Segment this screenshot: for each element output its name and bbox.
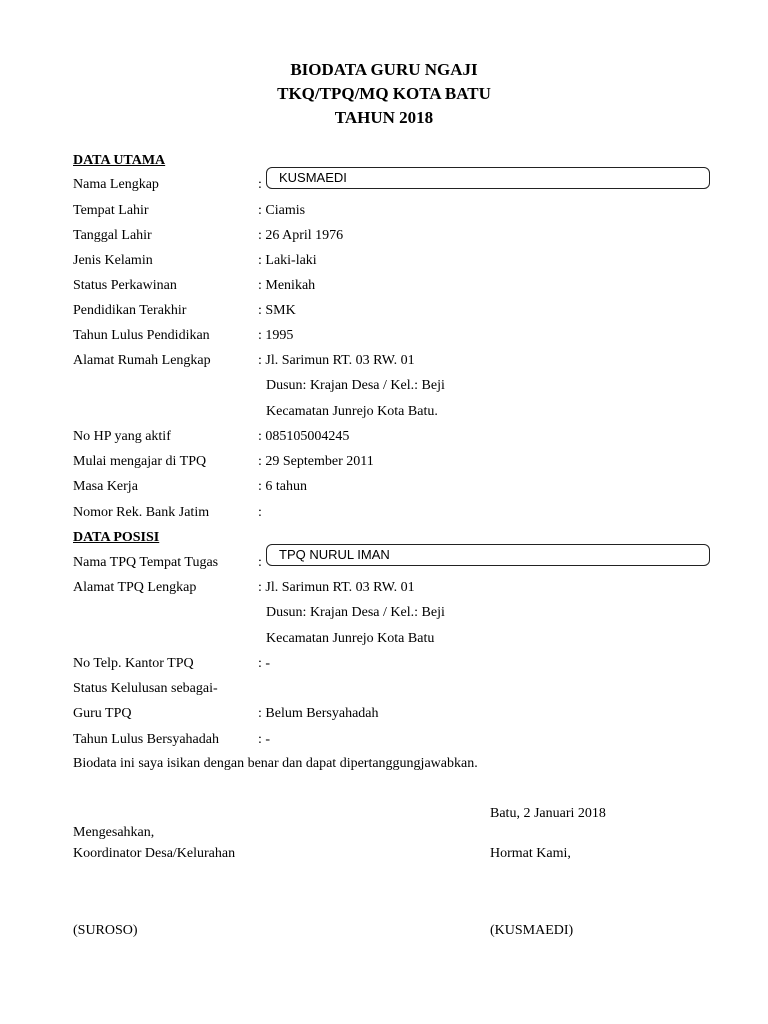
value-alamat-rumah: : Jl. Sarimun RT. 03 RW. 01	[258, 353, 415, 368]
doc-year: TAHUN 2018	[334, 108, 434, 127]
value-nama-tpq: :	[258, 555, 262, 570]
tpq-box: TPQ NURUL IMAN	[266, 544, 710, 566]
value-tempat-lahir: : Ciamis	[258, 203, 306, 218]
label-nama-tpq: Nama TPQ Tempat Tugas	[73, 555, 219, 570]
label-status-perkawinan: Status Perkawinan	[73, 278, 177, 293]
label-alamat-rumah: Alamat Rumah Lengkap	[73, 353, 211, 368]
value-no-telp: : -	[258, 656, 271, 671]
signer-right-name: (KUSMAEDI)	[490, 923, 574, 938]
label-no-hp: No HP yang aktif	[73, 429, 171, 444]
label-jenis-kelamin: Jenis Kelamin	[73, 253, 153, 268]
label-pendidikan-terakhir: Pendidikan Terakhir	[73, 303, 187, 318]
value-alamat-tpq: : Jl. Sarimun RT. 03 RW. 01	[258, 580, 415, 595]
label-alamat-tpq: Alamat TPQ Lengkap	[73, 580, 197, 595]
label-nomor-rek: Nomor Rek. Bank Jatim	[73, 505, 210, 520]
value-guru-tpq: : Belum Bersyahadah	[258, 706, 379, 721]
value-tanggal-lahir: : 26 April 1976	[258, 228, 344, 243]
value-mulai-mengajar: : 29 September 2011	[258, 454, 374, 469]
label-masa-kerja: Masa Kerja	[73, 479, 138, 494]
name-box: KUSMAEDI	[266, 167, 710, 189]
value-no-hp: : 085105004245	[258, 429, 350, 444]
value-tahun-lulus-bersyahadah: : -	[258, 732, 271, 747]
closing-label: Hormat Kami,	[490, 846, 571, 861]
doc-subtitle: TKQ/TPQ/MQ KOTA BATU	[277, 84, 491, 103]
label-nama-lengkap: Nama Lengkap	[73, 177, 159, 192]
alamat-rumah-line3: Kecamatan Junrejo Kota Batu.	[266, 404, 438, 419]
value-status-perkawinan: : Menikah	[258, 278, 316, 293]
value-masa-kerja: : 6 tahun	[258, 479, 307, 494]
label-guru-tpq: Guru TPQ	[73, 706, 132, 721]
label-no-telp: No Telp. Kantor TPQ	[73, 656, 194, 671]
alamat-tpq-line3: Kecamatan Junrejo Kota Batu	[266, 631, 435, 646]
place-date: Batu, 2 Januari 2018	[490, 806, 606, 821]
value-nomor-rek: :	[258, 505, 262, 520]
coordinator-label: Koordinator Desa/Kelurahan	[73, 846, 236, 861]
approval-label: Mengesahkan,	[73, 825, 155, 840]
label-tahun-lulus-bersyahadah: Tahun Lulus Bersyahadah	[73, 732, 219, 747]
alamat-tpq-line2: Dusun: Krajan Desa / Kel.: Beji	[266, 605, 445, 620]
value-nama-lengkap: :	[258, 177, 262, 192]
statement-text: Biodata ini saya isikan dengan benar dan dapat dipertanggungjawabkan.	[73, 756, 478, 771]
signer-left-name: (SUROSO)	[73, 923, 138, 938]
value-jenis-kelamin: : Laki-laki	[258, 253, 317, 268]
label-tahun-lulus: Tahun Lulus Pendidikan	[73, 328, 210, 343]
doc-title: BIODATA GURU NGAJI	[290, 60, 478, 79]
alamat-rumah-line2: Dusun: Krajan Desa / Kel.: Beji	[266, 378, 445, 393]
section-data-posisi: DATA POSISI	[73, 530, 160, 545]
value-tahun-lulus: : 1995	[258, 328, 294, 343]
section-data-utama: DATA UTAMA	[73, 153, 166, 168]
label-status-kelulusan: Status Kelulusan sebagai-	[73, 681, 218, 696]
label-tanggal-lahir: Tanggal Lahir	[73, 228, 152, 243]
label-tempat-lahir: Tempat Lahir	[73, 203, 149, 218]
value-pendidikan-terakhir: : SMK	[258, 303, 296, 318]
label-mulai-mengajar: Mulai mengajar di TPQ	[73, 454, 207, 469]
